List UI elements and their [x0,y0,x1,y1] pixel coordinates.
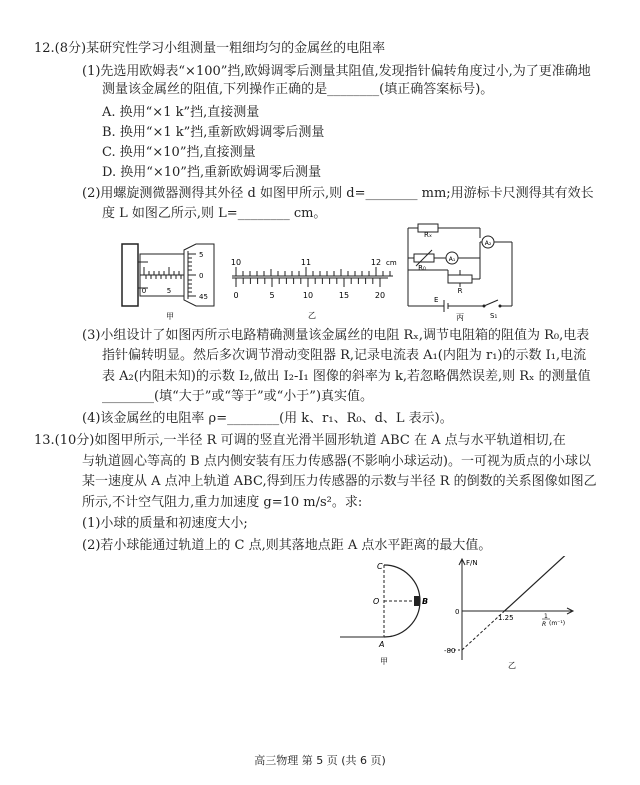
micrometer-thimble-0: 0 [199,272,204,280]
q12-option-a: A. 换用“×1 k”挡,直接测量 [102,105,260,120]
graph-ytick: -80 [444,647,456,655]
micrometer-main-0: 0 [141,287,147,295]
force-graph [440,556,580,676]
graph-ylabel: F/N [466,559,478,567]
q12-part3-line4: ________(填“大于”或“等于”或“小于”)真实值。 [102,389,374,404]
q12-option-b: B. 换用“×1 k”挡,重新欧姆调零后测量 [102,125,325,140]
graph-xlabel-den: R [542,621,547,628]
q12-part3-line2: 指针偏转明显。然后多次调节滑动变阻器 R,记录电流表 A₁(内阻为 r₁)的示数 I₁,电流 [102,348,587,363]
graph-xtick: 1.25 [498,614,514,622]
q13-line3: 某一速度从 A 点冲上轨道 ABC,得到压力传感器的示数与半径 R 的倒数的关系图像如图乙 [82,474,597,489]
figure-label-track-jia: 甲 [380,657,388,666]
q12-title: 12.(8分)某研究性学习小组测量一粗细均匀的金属丝的电阻率 [34,41,386,56]
track-label-b: B [422,597,429,606]
track-label-o: O [373,597,380,606]
q12-part1-line2: 测量该金属丝的阻值,下列操作正确的是________(填正确答案标号)。 [102,82,494,97]
vernier-sub-0: 0 [233,291,239,300]
micrometer-main-5: 5 [166,287,172,295]
vernier-sliding-ticks [236,278,380,287]
vernier-main-10: 10 [230,258,242,267]
q12-part3-line1: (3)小组设计了如图丙所示电路精确测量该金属丝的电阻 Rₓ,调节电阻箱的阻值为 R₀,电表 [82,328,590,343]
vernier-caliper-figure [228,252,398,322]
q12-part1-line1: (1)先选用欧姆表“×100”挡,欧姆调零后测量其阻值,发现指针偏转角度过小,为了更准确地 [82,64,591,79]
circuit-label-e: E [434,296,439,304]
q12-option-c: C. 换用“×10”挡,直接测量 [102,145,256,160]
circuit-figure [404,222,520,322]
micrometer-thimble-5: 5 [199,251,204,259]
graph-xunit: (m⁻¹) [549,620,566,627]
q12-part2-line1: (2)用螺旋测微器测得其外径 d 如图甲所示,则 d=________ mm;用游标卡尺测得其有效长 [82,186,594,201]
track-label-a: A [379,640,385,649]
micrometer-figure [118,236,218,321]
vernier-main-12: 12 [370,258,382,267]
vernier-sub-5: 5 [269,291,275,300]
q12-option-d: D. 换用“×10”挡,重新欧姆调零后测量 [102,165,322,180]
vernier-main-11: 11 [300,258,312,267]
graph-origin: 0 [455,608,460,616]
graph-line-solid [505,556,571,611]
track-figure [340,560,450,672]
vernier-main-ticks [236,267,390,276]
figure-label-yi: 乙 [308,311,316,320]
micrometer-thimble-45: 45 [199,293,208,301]
track-label-c: C [377,562,383,571]
vernier-sub-20: 20 [374,291,386,300]
circuit-label-r0: R₀ [418,264,426,272]
q13-line1: 13.(10分)如图甲所示,一半径 R 可调的竖直光滑半圆形轨道 ABC 在 A 点与水平轨道相切,在 [34,433,566,448]
figure-label-bing: 丙 [456,313,464,322]
q12-part4: (4)该金属丝的电阻率 ρ=________(用 k、r₁、R₀、d、L 表示)。 [82,411,453,426]
vernier-sub-10: 10 [302,291,314,300]
figure-label-jia: 甲 [166,312,174,321]
circuit-label-r: R [457,287,463,295]
figure-label-graph-yi: 乙 [508,661,516,670]
page-footer: 高三物理 第 5 页 (共 6 页) [254,754,386,767]
q13-sub1: (1)小球的质量和初速度大小; [82,516,248,531]
vernier-unit: cm [386,259,397,267]
q12-part3-line3: 表 A₂(内阻未知)的示数 I₂,做出 I₂-I₁ 图像的斜率为 k,若忽略偶然误差,则 Rₓ 的测量值 [102,369,591,384]
circuit-label-a2: A₂ [484,240,492,247]
q13-sub2: (2)若小球能通过轨道上的 C 点,则其落地点距 A 点水平距离的最大值。 [82,538,492,553]
circuit-label-s1: S₁ [490,312,498,320]
q13-line2: 与轨道圆心等高的 B 点内侧安装有压力传感器(不影响小球运动)。一可视为质点的小球以 [82,454,591,469]
circuit-label-rx: Rₓ [424,231,432,239]
vernier-sub-15: 15 [338,291,350,300]
pressure-sensor [414,596,420,606]
q13-line4: 所示,不计空气阻力,重力加速度 g=10 m/s²。求: [82,495,363,510]
q12-part2-line2: 度 L 如图乙所示,则 L=________ cm。 [102,206,327,221]
graph-xlabel-num: 1 [544,613,548,620]
circuit-label-a1: A₁ [448,256,456,263]
